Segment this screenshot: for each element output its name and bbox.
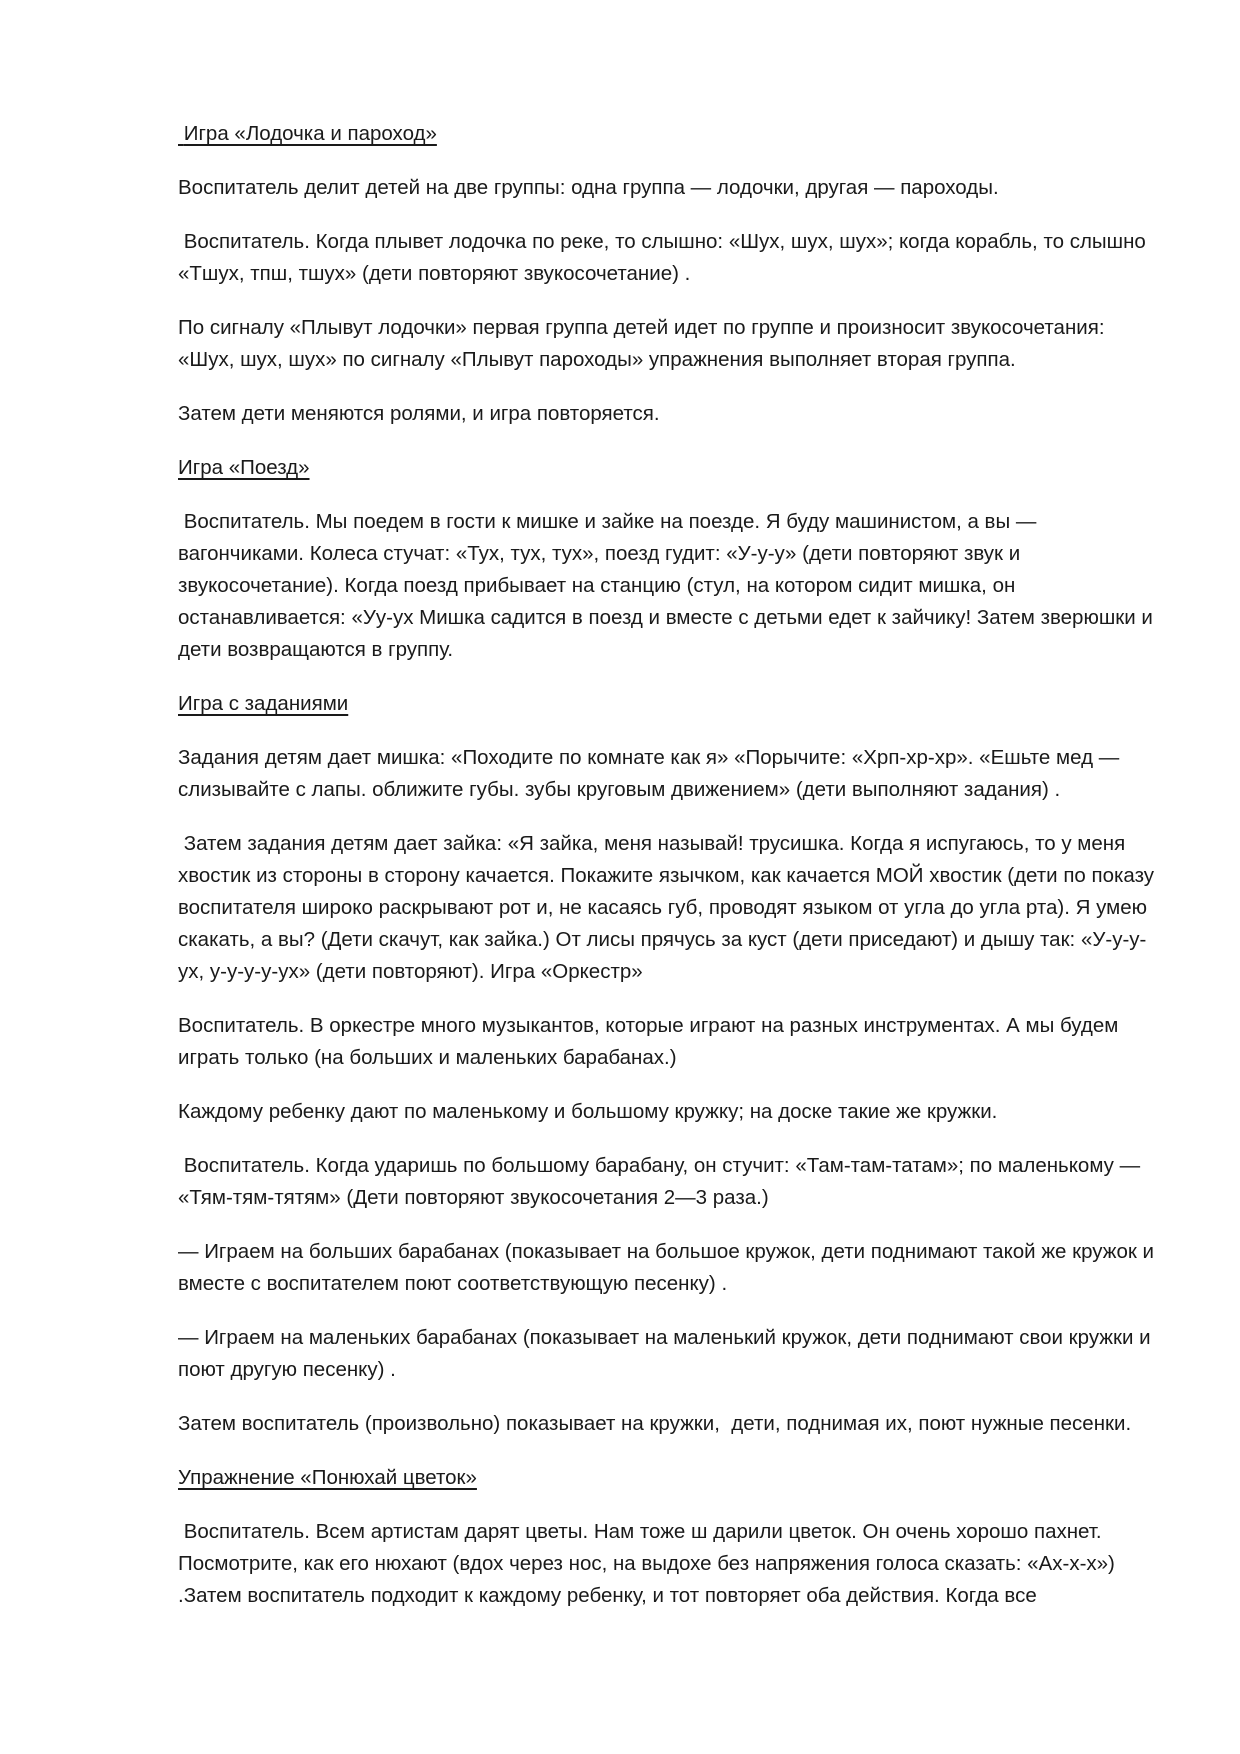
paragraph-small-drums: — Играем на маленьких барабанах (показывает на маленький кружок, дети поднимают свои кружки и поют другую песенку) . [178, 1326, 1157, 1381]
heading-train-game: Игра «Поезд» [178, 456, 310, 479]
paragraph-songs: Затем воспитатель (произвольно) показывает на кружки, дети, поднимая их, поют нужные песенки. [178, 1412, 1132, 1435]
paragraph-drums: Воспитатель. Когда ударишь по большому барабану, он стучит: «Там-там-татам»; по маленькому — «Тям-тям-тятям» (Дети повторяют звукосочетания 2—3 раза.) [178, 1154, 1146, 1209]
paragraph-bunny-tasks: Затем задания детям дает зайка: «Я зайка, меня называй! трусишка. Когда я испугаюсь, то у меня хвостик из стороны в сторону качается. Покажите язычком, как качается МОЙ хвостик (дети по показу воспитателя широко раскрывают рот и, не касаясь губ, проводят языком от угла до угла рта). Я умею скакать, а вы? (Дети скачут, как зайка.) От лисы прячусь за куст (дети приседают) и дышу так: «У-у-у-ух, у-у-у-у-ух» (дети повторяют). Игра «Оркестр» [178, 832, 1160, 983]
paragraph-orchestra: Воспитатель. В оркестре много музыкантов, которые играют на разных инструментах. А мы будем играть только (на больших и маленьких барабанах.) [178, 1014, 1125, 1069]
document-page [178, 118, 1158, 1634]
heading-flower-exercise: Упражнение «Понюхай цветок» [178, 1466, 477, 1489]
paragraph-boat-sounds: Воспитатель. Когда плывет лодочка по реке, то слышно: «Шух, шух, шух»; когда корабль, то слышно «Тшух, тпш, тшух» (дети повторяют звукосочетание) . [178, 230, 1152, 285]
paragraph-flower: Воспитатель. Всем артистам дарят цветы. Нам тоже ш дарили цветок. Он очень хорошо пахнет. Посмотрите, как его нюхают (вдох через нос, на выдохе без напряжения голоса сказать: «Ах-х-х») .Затем воспитатель подходит к каждому ребенку, и тот повторяет оба действия. Когда все [178, 1520, 1121, 1607]
paragraph-big-drums: — Играем на больших барабанах (показывает на большое кружок, дети поднимают такой же кружок и вместе с воспитателем поют соответствующую песенку) . [178, 1240, 1160, 1295]
paragraph-train: Воспитатель. Мы поедем в гости к мишке и зайке на поезде. Я буду машинистом, а вы — вагончиками. Колеса стучат: «Тух, тух, тух», поезд гудит: «У-у-у» (дети повторяют звук и звукосочетание). Когда поезд прибывает на станцию (стул, на котором сидит мишка, он останавливается: «Уу-ух Мишка садится в поезд и вместе с детьми едет к зайчику! Затем зверюшки и дети возвращаются в группу. [178, 510, 1159, 661]
paragraph-swap-roles: Затем дети меняются ролями, и игра повторяется. [178, 402, 660, 425]
heading-boat-game: Игра «Лодочка и пароход» [178, 122, 437, 145]
paragraph-groups: Воспитатель делит детей на две группы: одна группа — лодочки, другая — пароходы. [178, 176, 999, 199]
paragraph-bear-tasks: Задания детям дает мишка: «Походите по комнате как я» «Порычите: «Хрп-хр-хр». «Ешьте мед — слизывайте с лапы. оближите губы. зубы круговым движением» (дети выполняют задания) . [178, 746, 1125, 801]
paragraph-circles: Каждому ребенку дают по маленькому и большому кружку; на доске такие же кружки. [178, 1100, 998, 1123]
heading-tasks-game: Игра с заданиями [178, 692, 349, 715]
paragraph-signal: По сигналу «Плывут лодочки» первая группа детей идет по группе и произносит звукосочетания: «Шух, шух, шух» по сигналу «Плывут пароходы» упражнения выполняет вторая группа. [178, 316, 1111, 371]
